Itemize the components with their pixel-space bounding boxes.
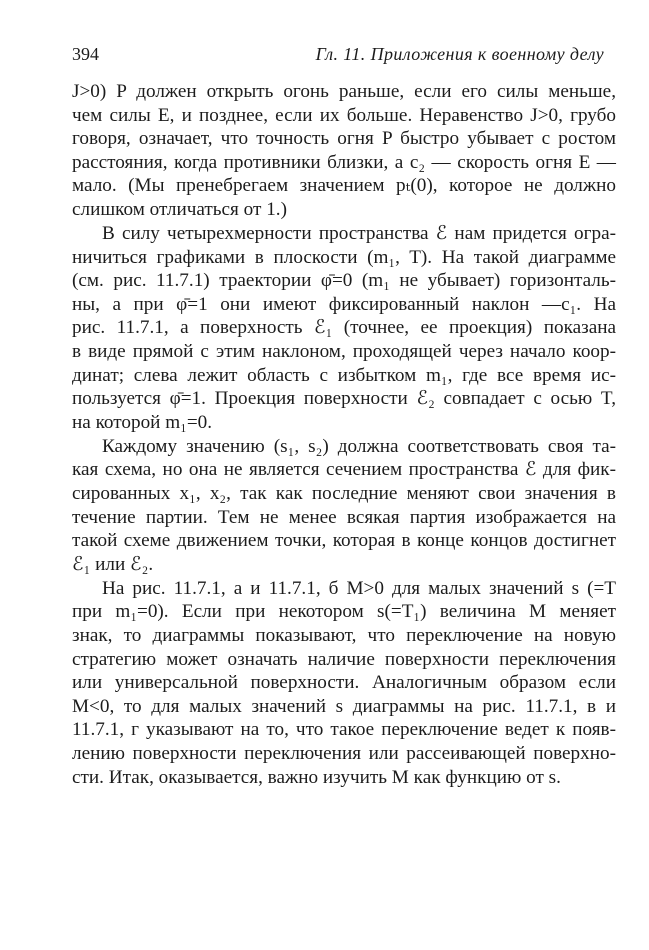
text-line: мало. (Мы пренебрегаем значением pₜ(0), которое не должно <box>72 175 616 197</box>
text-line: сти. Итак, оказывается, важно изучить M как функцию от s. <box>72 766 561 788</box>
text-line: Каждому значению (s₁, s₂) должна соответствовать своя та- <box>102 435 616 457</box>
text-line: На рис. 11.7.1, а и 11.7.1, б M>0 для малых значений s (=T <box>102 577 616 599</box>
text-line: на которой m₁=0. <box>72 411 213 433</box>
text-line: говоря, означает, что точность огня P быстро убывает с ростом <box>72 128 616 150</box>
text-line: ны, а при φ̄=1 они имеют фиксированный наклон —c₁. На <box>72 293 616 315</box>
page-number: 394 <box>72 44 99 64</box>
text-line: слишком отличаться от 1.) <box>72 199 287 220</box>
text-line: ℰ₁ или ℰ₂. <box>72 553 154 575</box>
text-line: кая схема, но она не является сечением пространства ℰ для фик- <box>72 459 616 481</box>
text-line: чем силы E, и позднее, если их больше. Неравенство J>0, грубо <box>72 104 616 126</box>
text-line: или универсальной поверхности. Аналогичным образом если <box>72 672 616 694</box>
text-line: знак, то диаграммы показывают, что переключение на новую <box>72 625 616 646</box>
text-line: 11.7.1, г указывают на то, что такое переключение ведет к появ- <box>72 719 616 741</box>
text-line: ничиться графиками в плоскости (m₁, T). На такой диаграмме <box>72 246 616 268</box>
text-line: течение партии. Тем не менее всякая партия изображается на <box>72 506 616 528</box>
text-line: рис. 11.7.1, а поверхность ℰ₁ (точнее, ее проекция) показана <box>72 317 616 339</box>
text-line: стратегию может означать наличие поверхности переключения <box>72 648 616 670</box>
text-line: (см. рис. 11.7.1) траектории φ̄=0 (m₁ не убывает) горизонталь- <box>72 270 616 292</box>
text-line: в виде прямой с этим наклоном, проходящей через начало коор- <box>72 341 616 362</box>
page-header <box>72 44 604 68</box>
text-line: динат; слева лежит область с избытком m₁, где все время ис- <box>72 364 616 386</box>
text-line: пользуется φ̄=1. Проекция поверхности ℰ₂ совпадает с осью T, <box>72 388 616 410</box>
text-line: сированных x₁, x₂, так как последние меняют свои значения в <box>72 483 616 504</box>
text-line: такой схеме движением точки, которая в конце концов достигнет <box>72 530 616 552</box>
text-line: M<0, то для малых значений s диаграммы на рис. 11.7.1, в и <box>72 695 616 717</box>
text-line: при m₁=0). Если при некотором s(=T₁) величина M меняет <box>72 601 616 623</box>
text-line: расстояния, когда противники близки, а c₂ — скорость огня E — <box>72 151 616 173</box>
text-line: В силу четырехмерности пространства ℰ нам придется огра- <box>102 223 616 244</box>
text-line: J>0) P должен открыть огонь раньше, если его силы меньше, <box>72 81 616 102</box>
text-line: лению поверхности переключения или рассеивающей поверхно- <box>72 743 616 764</box>
running-head: Гл. 11. Приложения к военному делу <box>315 44 604 64</box>
